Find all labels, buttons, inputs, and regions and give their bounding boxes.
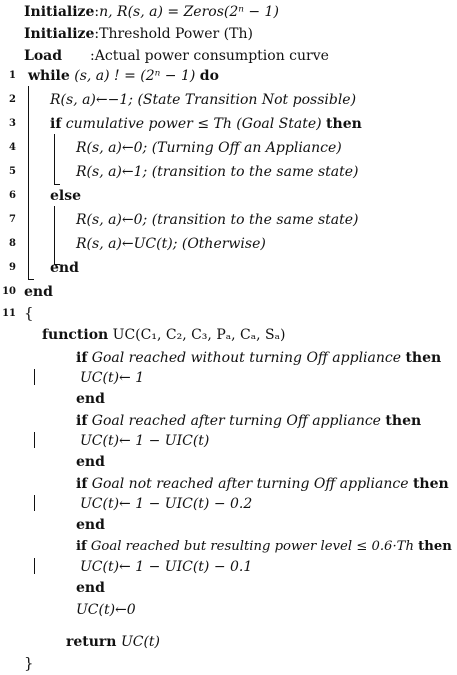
while-keyword: while bbox=[28, 68, 70, 84]
uc-end-3 bbox=[76, 516, 105, 534]
else-keyword: else bbox=[50, 188, 82, 204]
line-number: 8 bbox=[9, 238, 16, 249]
comment: (Otherwise) bbox=[181, 236, 266, 252]
end-keyword: end bbox=[50, 260, 79, 276]
while-line bbox=[28, 67, 219, 85]
colon: : bbox=[94, 4, 100, 20]
then-keyword: then bbox=[405, 350, 442, 366]
end-keyword: end bbox=[76, 517, 105, 533]
line-number: 7 bbox=[9, 214, 16, 225]
uc-if-line-3 bbox=[76, 475, 449, 493]
initialize-keyword: Initialize bbox=[24, 4, 95, 20]
uc-condition-1: Goal reached without turning Off appliance bbox=[91, 350, 402, 366]
comment: (transition to the same state) bbox=[151, 212, 359, 228]
initialize-line-2 bbox=[24, 25, 253, 43]
uc-assign-2 bbox=[80, 432, 209, 450]
line-number: 6 bbox=[9, 190, 16, 201]
reward-assignment: R(s, a)←0; bbox=[76, 212, 148, 228]
end-keyword: end bbox=[76, 454, 105, 470]
uc-final-assign bbox=[76, 601, 136, 619]
line-number: 11 bbox=[2, 308, 16, 319]
line-number: 3 bbox=[9, 118, 16, 129]
uc-if-line-1 bbox=[76, 349, 441, 367]
uc-condition-4: Goal reached but resulting power level ≤ 0.6·Th bbox=[90, 539, 414, 554]
uc-assignment: UC(t)← 1 − UIC(t) − 0.1 bbox=[80, 559, 253, 575]
end-while-line bbox=[24, 283, 53, 301]
line-number: 1 bbox=[9, 70, 16, 81]
reward-line-5 bbox=[76, 163, 358, 181]
branch-rule bbox=[34, 432, 35, 448]
if-line bbox=[50, 115, 362, 133]
line-number: 10 bbox=[2, 286, 16, 297]
while-block-rule bbox=[28, 86, 29, 279]
load-keyword: Load bbox=[24, 48, 63, 64]
threshold-text: Threshold Power (Th) bbox=[99, 26, 253, 42]
uc-end-4 bbox=[76, 579, 105, 597]
function-signature: UC(C₁, C₂, C₃, Pₐ, Cₐ, Sₐ) bbox=[112, 327, 286, 343]
line-number: 2 bbox=[9, 94, 16, 105]
if-keyword: if bbox=[76, 539, 87, 554]
else-line bbox=[50, 187, 81, 205]
then-keyword: then bbox=[418, 539, 452, 554]
if-keyword: if bbox=[76, 350, 88, 366]
end-keyword: end bbox=[24, 284, 53, 300]
uc-if-line-2 bbox=[76, 412, 421, 430]
uc-assignment: UC(t)← 1 bbox=[80, 370, 145, 386]
load-text: Actual power consumption curve bbox=[94, 48, 329, 64]
reward-line-8 bbox=[76, 235, 266, 253]
uc-assign-3 bbox=[80, 495, 252, 513]
if-keyword: if bbox=[50, 116, 62, 132]
return-value: UC(t) bbox=[120, 634, 160, 650]
function-line bbox=[42, 326, 286, 344]
uc-assign-4 bbox=[80, 558, 252, 576]
uc-assign-1 bbox=[80, 369, 144, 387]
branch-rule bbox=[34, 495, 35, 511]
comment: (Turning Off an Appliance) bbox=[151, 140, 342, 156]
else-block-rule bbox=[54, 206, 55, 264]
close-brace: } bbox=[24, 654, 34, 672]
line-number: 4 bbox=[9, 142, 16, 153]
branch-rule bbox=[34, 369, 35, 385]
return-line bbox=[66, 633, 160, 651]
if-keyword: if bbox=[76, 413, 88, 429]
reward-assignment: R(s, a)←−1; bbox=[50, 92, 133, 108]
comment: (State Transition Not possible) bbox=[137, 92, 357, 108]
reward-line-7 bbox=[76, 211, 358, 229]
load-line bbox=[24, 47, 329, 65]
while-block-hook bbox=[28, 279, 34, 280]
init-variables: n, R(s, a) = Zeros(2ⁿ − 1) bbox=[99, 4, 279, 20]
uc-if-line-4 bbox=[76, 538, 452, 556]
initialize-line-1 bbox=[24, 3, 279, 21]
then-keyword: then bbox=[412, 476, 449, 492]
uc-end-2 bbox=[76, 453, 105, 471]
end-keyword: end bbox=[76, 391, 105, 407]
end-if-line bbox=[50, 259, 79, 277]
return-keyword: return bbox=[66, 634, 117, 650]
line-number: 5 bbox=[9, 166, 16, 177]
function-keyword: function bbox=[42, 327, 109, 343]
uc-assignment: UC(t)← 1 − UIC(t) bbox=[80, 433, 210, 449]
uc-assignment: UC(t)← 1 − UIC(t) − 0.2 bbox=[80, 496, 253, 512]
comment: (transition to the same state) bbox=[151, 164, 359, 180]
uc-condition-2: Goal reached after turning Off appliance bbox=[91, 413, 381, 429]
end-keyword: end bbox=[76, 580, 105, 596]
while-condition: (s, a) ! = (2ⁿ − 1) bbox=[74, 68, 196, 84]
branch-rule bbox=[34, 558, 35, 574]
then-block-rule bbox=[54, 134, 55, 184]
then-keyword: then bbox=[326, 116, 362, 132]
reward-assignment: R(s, a)←UC(t); bbox=[76, 236, 178, 252]
then-keyword: then bbox=[385, 413, 422, 429]
reward-line-2 bbox=[50, 91, 356, 109]
then-block-hook bbox=[54, 184, 60, 185]
uc-condition-3: Goal not reached after turning Off appliance bbox=[91, 476, 409, 492]
reward-assignment: R(s, a)←0; bbox=[76, 140, 148, 156]
reward-assignment: R(s, a)←1; bbox=[76, 164, 148, 180]
if-condition: cumulative power ≤ Th (Goal State) bbox=[65, 116, 322, 132]
if-keyword: if bbox=[76, 476, 88, 492]
do-keyword: do bbox=[199, 68, 219, 84]
open-brace: { bbox=[24, 304, 34, 322]
initialize-keyword: Initialize bbox=[24, 26, 95, 42]
uc-assignment: UC(t)←0 bbox=[76, 602, 136, 618]
colon: : bbox=[94, 26, 100, 42]
reward-line-4 bbox=[76, 139, 342, 157]
line-number: 9 bbox=[9, 262, 16, 273]
uc-end-1 bbox=[76, 390, 105, 408]
colon: : bbox=[90, 48, 95, 64]
